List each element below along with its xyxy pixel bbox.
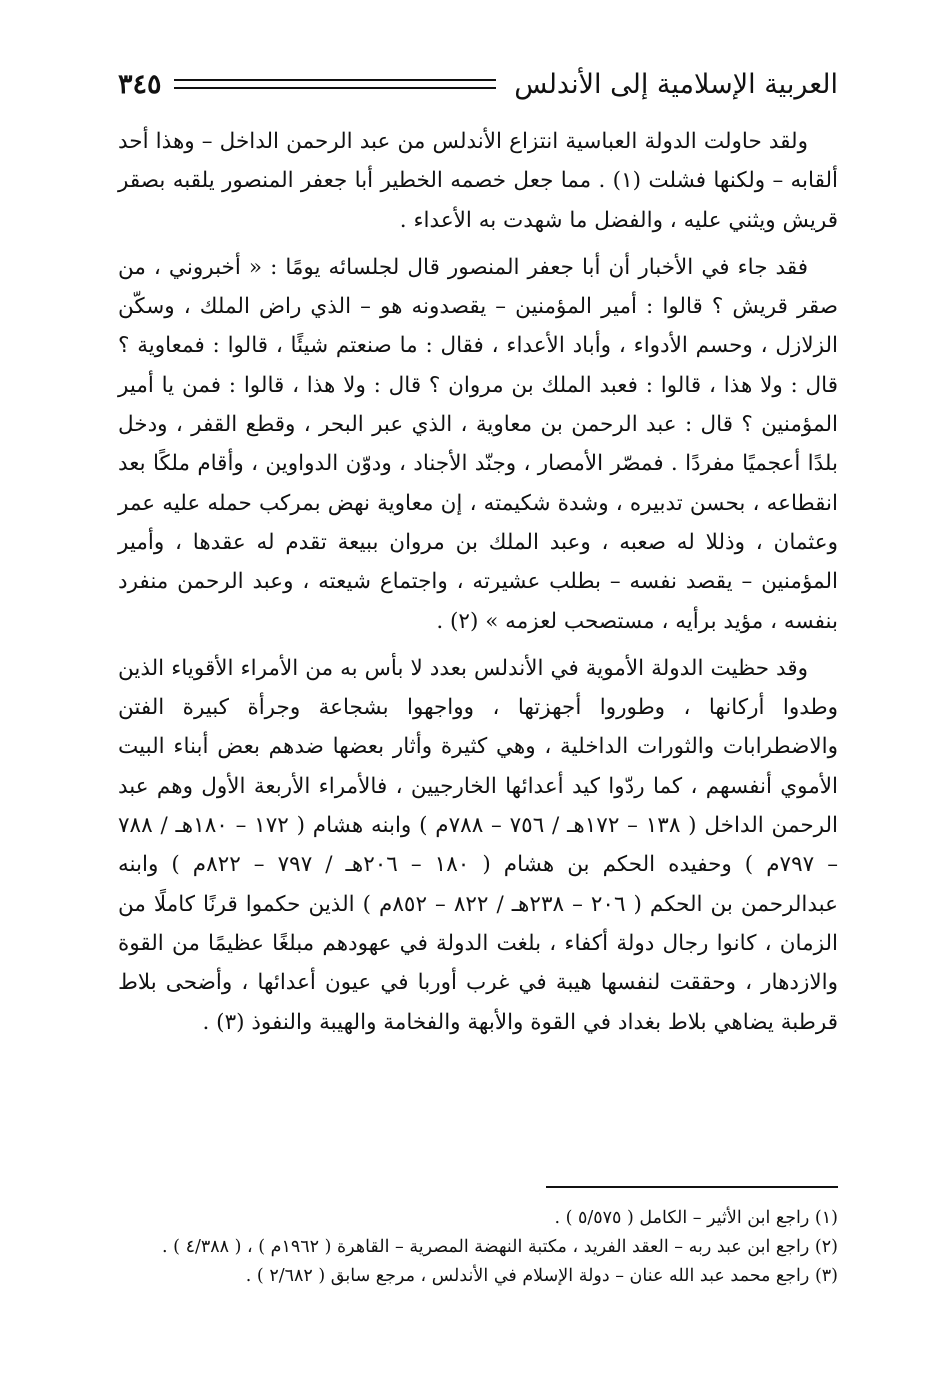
paragraph-3: وقد حظيت الدولة الأموية في الأندلس بعدد لا بأس به من الأمراء الأقوياء الذين وطدوا أركانها ، وطوروا أجهزتها ، وواجهوا بشجاعة وجرأة كبيرة الفتن والاضطرابات والثورات الداخلية ، وهي كثيرة وأثار بعضها ضدهم بعض أبناء البيت الأموي أنفسهم ، كما ردّوا كيد أعدائها الخارجيين ، فالأمراء الأربعة الأول وهم عبد الرحمن الداخل ( ١٣٨ – ١٧٢هـ / ٧٥٦ – ٧٨٨م ) وابنه هشام ( ١٧٢ – ١٨٠هـ / ٧٨٨ – ٧٩٧م ) وحفيده الحكم بن هشام ( ١٨٠ – ٢٠٦هـ / ٧٩٧ – ٨٢٢م ) وابنه عبدالرحمن بن الحكم ( ٢٠٦ – ٢٣٨هـ / ٨٢٢ – ٨٥٢م ) الذين حكموا قرنًا كاملًا من الزمان ، كانوا رجال دولة أكفاء ، بلغت الدولة في عهودهم مبلغًا عظيمًا من القوة والازدهار ، وحققت لنفسها هيبة في غرب أوربا في عيون أعدائها ، وأضحى بلاط قرطبة يضاهي بلاط بغداد في القوة والأبهة والفخامة والهيبة والنفوذ (٣) . [118, 655, 838, 1035]
footnote-3: (٣) راجع محمد عبد الله عنان – دولة الإسلام في الأندلس ، مرجع سابق ( ٢/٦٨٢ ) . [245, 1266, 838, 1286]
paragraph-2: فقد جاء في الأخبار أن أبا جعفر المنصور قال لجلسائه يومًا : « أخبروني ، من صقر قريش ؟ قالوا : أمير المؤمنين – يقصدونه هو – الذي راض الملك ، وسكّن الزلازل ، وحسم الأدواء ، وأباد الأعداء ، فقال : ما صنعتم شيئًا ، قالوا : فمعاوية ؟ قال : ولا هذا ، قالوا : فعبد الملك بن مروان ؟ قال : ولا هذا ، قالوا : فمن يا أمير المؤمنين ؟ قال : عبد الرحمن بن معاوية ، الذي عبر البحر ، وقطع القفر ، ودخل بلدًا أعجميًا مفردًا . فمصّر الأمصار ، وجنّد الأجناد ، ودوّن الدواوين ، وأقام ملكًا بعد انقطاعه ، بحسن تدبيره ، وشدة شكيمته ، إن معاوية نهض بمركب حمله عليه عمر وعثمان ، وذللا له صعبه ، وعبد الملك بن مروان ببيعة تقدم له عقدها ، وأمير المؤمنين – يقصد نفسه – بطلب عشيرته ، واجتماع شيعته ، وعبد الرحمن منفرد بنفسه ، مؤيد برأيه ، مستصحب لعزمه » (٢) . [118, 254, 838, 634]
running-header [118, 62, 838, 106]
footnote-1: (١) راجع ابن الأثير – الكامل ( ٥/٥٧٥ ) . [554, 1208, 838, 1228]
header-double-rule [174, 79, 497, 89]
footnotes [118, 1204, 838, 1291]
running-title: العربية الإسلامية إلى الأندلس [514, 68, 838, 100]
footnote-separator [546, 1186, 838, 1188]
footnote-2: (٢) راجع ابن عبد ربه – العقد الفريد ، مكتبة النهضة المصرية – القاهرة ( ١٩٦٢م ) ، ( ٤/٣٨٨ ) . [162, 1237, 838, 1257]
page-number: ٣٤٥ [118, 68, 162, 100]
paragraph-1: ولقد حاولت الدولة العباسية انتزاع الأندلس من عبد الرحمن الداخل – وهذا أحد ألقابه – ولكنها فشلت (١) . مما جعل خصمه الخطير أبا جعفر المنصور يلقبه بصقر قريش ويثني عليه ، والفضل ما شهدت به الأعداء . [118, 129, 838, 233]
body-text [118, 122, 838, 1050]
